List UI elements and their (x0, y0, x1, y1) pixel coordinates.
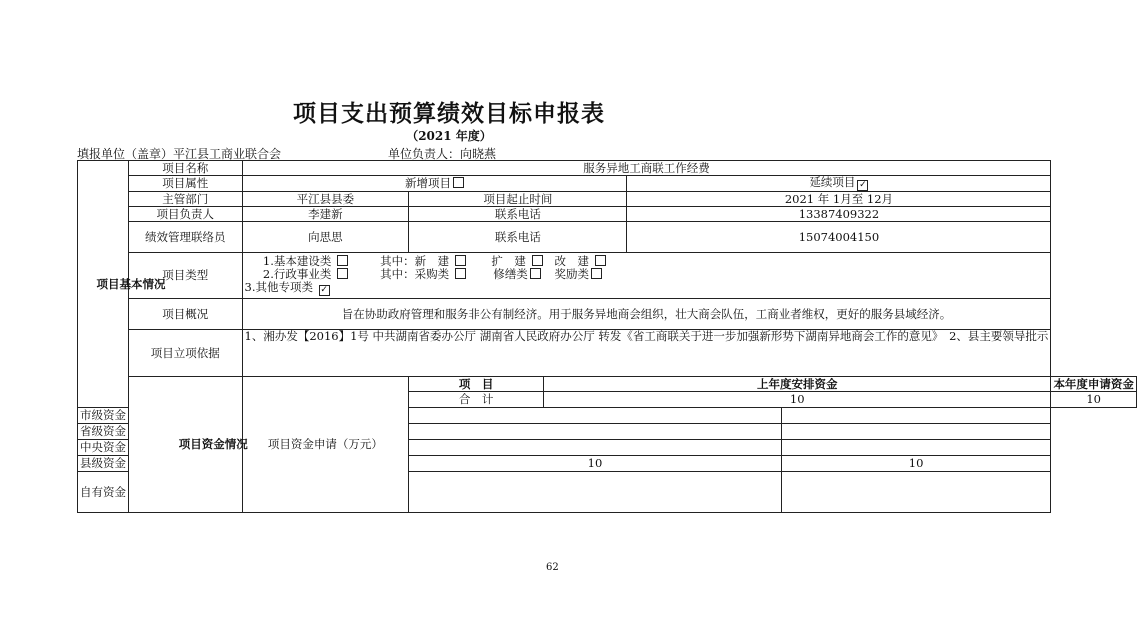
type-checkbox[interactable] (455, 268, 466, 279)
year-label: （2021 年度） (406, 129, 492, 143)
owner-value: 李建新 (242, 207, 409, 222)
fund-item: 中央资金 (78, 440, 129, 456)
type-checkbox[interactable] (455, 255, 466, 266)
phone-label: 联系电话 (409, 207, 627, 222)
fund-prev (409, 424, 781, 440)
fund-prev: 10 (409, 456, 781, 472)
fund-header-curr: 本年度申请资金 (1051, 377, 1137, 392)
dept-label: 主管部门 (129, 192, 243, 207)
page-title: 项目支出预算绩效目标申报表 (293, 101, 605, 127)
type-checkbox[interactable] (532, 255, 543, 266)
perf-phone: 15074004150 (627, 222, 1051, 253)
type-checkbox[interactable] (591, 268, 602, 279)
period-label: 项目起止时间 (409, 192, 627, 207)
fund-item: 合 计 (409, 392, 544, 408)
attr-new: 新增项目 (242, 176, 627, 192)
type-checkbox-checked[interactable]: ✓ (320, 285, 328, 295)
name-label: 项目名称 (129, 161, 243, 176)
fund-curr: 10 (781, 456, 1051, 472)
period-value: 2021 年 1月至 12月 (627, 192, 1051, 207)
fund-prev (409, 472, 781, 513)
type-options: 1.基本建设类 其中：新 建 扩 建 改 建 2.行政事业类 其中：采购类 修缮类 奖励类 3.其他专项类 ✓ (242, 253, 1051, 299)
page-number: 62 (546, 562, 559, 573)
filler-unit: 填报单位（盖章）平江县工商业联合会 (77, 147, 282, 161)
fund-header-item: 项 目 (409, 377, 544, 392)
owner-phone: 13387409322 (627, 207, 1051, 222)
basis-label: 项目立项依据 (129, 330, 243, 377)
perf-value: 向思思 (242, 222, 409, 253)
cont-checkbox[interactable]: ✓ (859, 180, 867, 190)
owner-label: 项目负责人 (129, 207, 243, 222)
fund-curr (781, 440, 1051, 456)
fund-prev: 10 (544, 392, 1051, 408)
fund-header-prev: 上年度安排资金 (544, 377, 1051, 392)
unit-leader: 单位负责人：向晓燕 (388, 147, 497, 161)
fund-item: 省级资金 (78, 424, 129, 440)
basis-text: 1、湘办发【2016】1号 中共湖南省委办公厅 湖南省人民政府办公厅 转发《省工商联关于进一步加强新形势下湖南异地商会工作的意见》 2、县主要领导批示 (242, 330, 1051, 377)
type-checkbox[interactable] (595, 255, 606, 266)
section-funds: 项目资金情况 (129, 377, 243, 513)
type-label: 项目类型 (129, 253, 243, 299)
overview-text: 旨在协助政府管理和服务非公有制经济。用于服务异地商会组织，壮大商会队伍，工商业者维权，更好的服务县域经济。 (242, 299, 1051, 330)
dept-value: 平江县县委 (242, 192, 409, 207)
fund-prev (409, 408, 781, 424)
new-checkbox[interactable] (453, 177, 464, 188)
perf-label: 绩效管理联络员 (129, 222, 243, 253)
fund-curr (781, 408, 1051, 424)
type-checkbox[interactable] (337, 268, 348, 279)
fund-curr (781, 472, 1051, 513)
section-basic: 项目基本情况 (78, 161, 129, 408)
name-value: 服务异地工商联工作经费 (242, 161, 1051, 176)
overview-label: 项目概况 (129, 299, 243, 330)
fund-item: 自有资金 (78, 472, 129, 513)
declaration-table (77, 160, 1137, 513)
perf-phone-label: 联系电话 (409, 222, 627, 253)
fund-item: 市级资金 (78, 408, 129, 424)
attr-label: 项目属性 (129, 176, 243, 192)
apply-label: 项目资金申请（万元） (242, 377, 409, 513)
attr-cont: 延续项目 ✓ (627, 176, 1051, 192)
type-checkbox[interactable] (337, 255, 348, 266)
fund-prev (409, 440, 781, 456)
type-checkbox[interactable] (530, 268, 541, 279)
fund-item: 县级资金 (78, 456, 129, 472)
fund-curr (781, 424, 1051, 440)
fund-curr: 10 (1051, 392, 1137, 408)
